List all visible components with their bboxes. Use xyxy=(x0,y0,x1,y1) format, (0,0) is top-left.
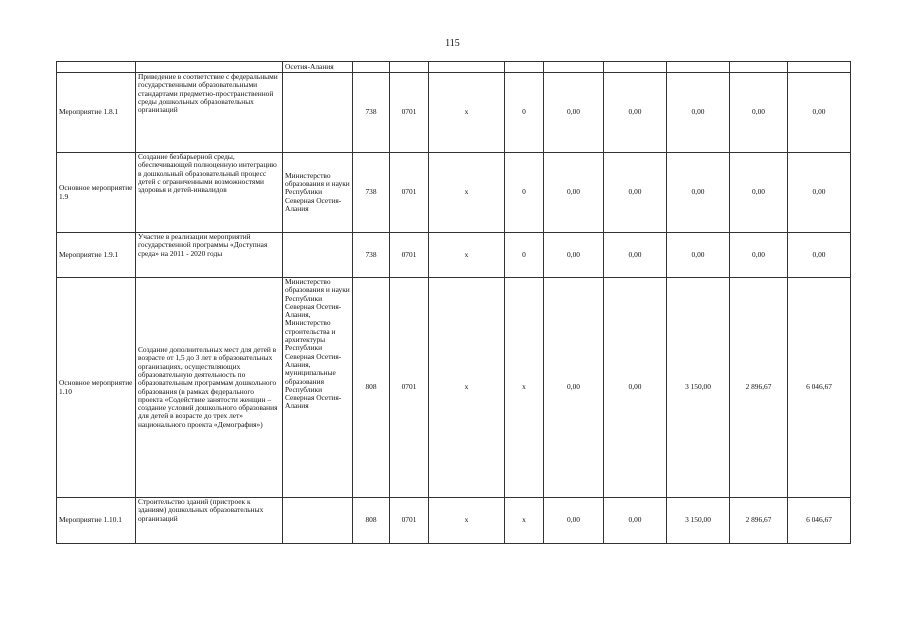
value-cell: 0,00 xyxy=(730,73,788,153)
value-cell: 6 046,67 xyxy=(788,498,851,544)
value-cell: 0,00 xyxy=(604,498,667,544)
grbs-cell: 808 xyxy=(353,498,390,544)
row-executor: Министерство образования и науки Республики Северная Осетия-Алания, Министерство строительства и архитектуры Республики Северная Осетия-Алания, муниципальные образования Республики Северная Осетия-Алания xyxy=(283,278,353,498)
cs-cell: x xyxy=(429,153,505,233)
table-row xyxy=(57,153,851,233)
value-cell: 0,00 xyxy=(544,153,604,233)
value-cell: 0,00 xyxy=(604,73,667,153)
row-executor xyxy=(283,233,353,278)
row-executor xyxy=(283,498,353,544)
row-name: Мероприятие 1.9.1 xyxy=(57,233,136,278)
row-name: Мероприятие 1.10.1 xyxy=(57,498,136,544)
row-description: Приведение в соответствие с федеральными государственными образовательными стандартами предметно-пространственной среды дошкольных образовательных организаций xyxy=(136,73,283,153)
row-name: Мероприятие 1.8.1 xyxy=(57,73,136,153)
rzpr-cell: 0701 xyxy=(390,233,429,278)
value-cell: 0,00 xyxy=(730,153,788,233)
grbs-cell: 738 xyxy=(353,233,390,278)
value-cell: 0,00 xyxy=(544,278,604,498)
row-description: Создание безбарьерной среды, обеспечивающей полноценную интеграцию в дошкольный образовательный процесс детей с ограниченными возможностями здоровья и детей-инвалидов xyxy=(136,153,283,233)
vr-cell: 0 xyxy=(505,73,544,153)
value-cell: 0,00 xyxy=(604,278,667,498)
value-cell: 3 150,00 xyxy=(667,498,730,544)
rzpr-cell: 0701 xyxy=(390,278,429,498)
value-cell: 6 046,67 xyxy=(788,278,851,498)
value-cell: 2 896,67 xyxy=(730,498,788,544)
vr-cell: x xyxy=(505,278,544,498)
cs-cell: x xyxy=(429,233,505,278)
value-cell: 0,00 xyxy=(730,233,788,278)
value-cell: 0,00 xyxy=(788,73,851,153)
vr-cell: x xyxy=(505,498,544,544)
row-executor xyxy=(283,73,353,153)
page-number: 115 xyxy=(445,38,460,49)
rzpr-cell: 0701 xyxy=(390,73,429,153)
row-executor: Министерство образования и науки Республики Северная Осетия-Алания xyxy=(283,153,353,233)
vr-cell: 0 xyxy=(505,233,544,278)
grbs-cell: 808 xyxy=(353,278,390,498)
row-description: Создание дополнительных мест для детей в возрасте от 1,5 до 3 лет в образовательных организациях, осуществляющих образовательную деятельность по образовательным программам дошкольного образования (в рамках федерального проекта «Содействие занятости женщин – создание условий дошкольного образования для детей в возрасте до трех лет» национального проекта «Демография») xyxy=(136,278,283,498)
value-cell: 3 150,00 xyxy=(667,278,730,498)
row-name: Основное мероприятие 1.9 xyxy=(57,153,136,233)
value-cell: 2 896,67 xyxy=(730,278,788,498)
vr-cell: 0 xyxy=(505,153,544,233)
value-cell: 0,00 xyxy=(667,153,730,233)
executor-cell: Осетия-Алания xyxy=(283,62,353,73)
table-row xyxy=(57,62,851,73)
rzpr-cell: 0701 xyxy=(390,498,429,544)
table-row xyxy=(57,498,851,544)
value-cell: 0,00 xyxy=(667,73,730,153)
row-name: Основное мероприятие 1.10 xyxy=(57,278,136,498)
table-row xyxy=(57,73,851,153)
cs-cell: x xyxy=(429,73,505,153)
value-cell: 0,00 xyxy=(544,73,604,153)
grbs-cell: 738 xyxy=(353,153,390,233)
grbs-cell: 738 xyxy=(353,73,390,153)
value-cell: 0,00 xyxy=(544,233,604,278)
rzpr-cell: 0701 xyxy=(390,153,429,233)
table-row xyxy=(57,278,851,498)
cs-cell: x xyxy=(429,498,505,544)
value-cell: 0,00 xyxy=(604,233,667,278)
value-cell: 0,00 xyxy=(788,153,851,233)
budget-table xyxy=(56,61,851,544)
cs-cell: x xyxy=(429,278,505,498)
row-description: Участие в реализации мероприятий государственной программы «Доступная среда» на 2011 - 2020 годы xyxy=(136,233,283,278)
value-cell: 0,00 xyxy=(788,233,851,278)
value-cell: 0,00 xyxy=(667,233,730,278)
table-row xyxy=(57,233,851,278)
value-cell: 0,00 xyxy=(604,153,667,233)
row-description: Строительство зданий (пристроек к зданиям) дошкольных образовательных организаций xyxy=(136,498,283,544)
value-cell: 0,00 xyxy=(544,498,604,544)
